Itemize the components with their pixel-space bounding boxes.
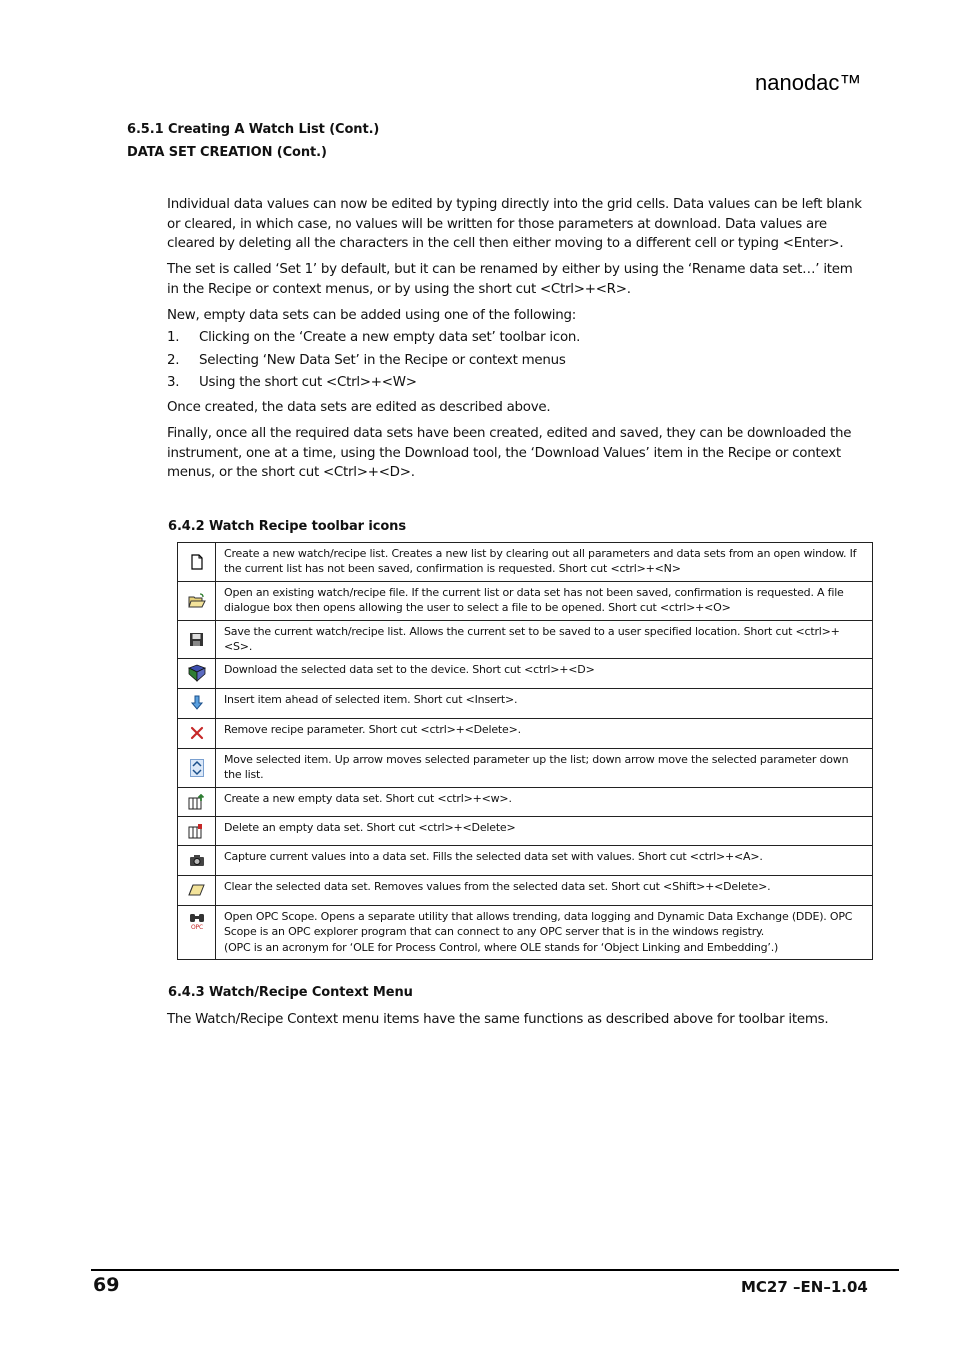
numbered-list <box>167 328 867 392</box>
icon-cell <box>178 787 216 816</box>
toolbar-section-heading: 6.4.2 Watch Recipe toolbar icons <box>168 519 406 534</box>
table-row <box>178 582 873 621</box>
paragraph: Individual data values can now be edited by typing directly into the grid cells. Data values can be left blank or cleared, in which case, no values will be written for those parameters at download. Data values are cleared by deleting all the characters in the cell then either moving to a different cell or typing <Enter>. <box>167 197 862 251</box>
table-row <box>178 658 873 688</box>
paragraph: Finally, once all the required data sets have been created, edited and saved, they can be downloaded the instrument, one at a time, using the Download tool, the ‘Download Values’ item in the Recipe or context menus, or the short cut <Ctrl>+<D>. <box>167 426 852 480</box>
list-item <box>167 351 867 370</box>
description-cell: Create a new watch/recipe list. Creates a new list by clearing out all parameters and data sets from an open window. If the current list has not been saved, confirmation is requested. Short cut <ctrl>+<N> <box>216 543 873 582</box>
icon-cell <box>178 543 216 582</box>
description-cell: Clear the selected data set. Removes values from the selected data set. Short cut <Shift>+<Delete>. <box>216 875 873 905</box>
opc-label: OPC <box>190 923 203 931</box>
list-text: Using the short cut <Ctrl>+<W> <box>199 375 417 390</box>
context-section-heading: 6.4.3 Watch/Recipe Context Menu <box>168 985 413 1000</box>
move-up-down-icon <box>190 759 204 777</box>
section-subheading: DATA SET CREATION (Cont.) <box>127 145 327 160</box>
description-cell: Move selected item. Up arrow moves selected parameter up the list; down arrow move the selected parameter down the list. <box>216 748 873 787</box>
paragraph: The Watch/Recipe Context menu items have the same functions as described above for toolbar items. <box>167 1012 829 1027</box>
description-text: Open OPC Scope. Opens a separate utility that allows trending, data logging and Dynamic Data Exchange (DDE). OPC Scope is an OPC explorer program that can connect to any OPC server that is in the windows registry. <box>224 909 853 939</box>
description-cell: Capture current values into a data set. Fills the selected data set with values. Short cut <ctrl>+<A>. <box>216 845 873 875</box>
description-cell: Save the current watch/recipe list. Allows the current set to be saved to a user specified location. Short cut <ctrl>+<S>. <box>216 621 873 659</box>
table-row <box>178 905 873 959</box>
description-cell: Open an existing watch/recipe file. If the current list or data set has not been saved, confirmation is requested. A file dialogue box then opens allowing the user to select a file to be opened. Short cut <ctrl>+<O> <box>216 582 873 621</box>
save-floppy-icon <box>189 632 204 647</box>
icon-cell <box>178 688 216 718</box>
brand-title: nanodac™ <box>755 70 862 95</box>
description-cell: Insert item ahead of selected item. Short cut <Insert>. <box>216 688 873 718</box>
table-row <box>178 748 873 787</box>
table-row <box>178 543 873 582</box>
remove-cross-icon <box>190 726 204 740</box>
list-number: 2. <box>167 352 180 368</box>
insert-arrow-icon <box>190 695 204 711</box>
eraser-icon <box>188 884 205 896</box>
description-cell: Download the selected data set to the device. Short cut <ctrl>+<D> <box>216 658 873 688</box>
description-cell: Delete an empty data set. Short cut <ctrl>+<Delete> <box>216 816 873 845</box>
footer-rule <box>91 1269 899 1271</box>
icon-cell <box>178 905 216 959</box>
delete-data-set-icon <box>188 823 205 839</box>
icon-cell <box>178 718 216 748</box>
document-reference: MC27 –EN–1.04 <box>741 1278 868 1296</box>
context-section-text <box>167 1010 867 1036</box>
icon-cell <box>178 658 216 688</box>
list-text: Selecting ‘New Data Set’ in the Recipe or context menus <box>199 352 566 368</box>
description-note: (OPC is an acronym for ‘OLE for Process Control, where OLE stands for ‘Object Linking and Embedding’.) <box>224 940 779 954</box>
description-cell <box>216 905 873 959</box>
list-item <box>167 373 867 392</box>
body-text <box>167 195 867 489</box>
icon-cell <box>178 816 216 845</box>
page-number: 69 <box>93 1274 120 1296</box>
table-row <box>178 621 873 659</box>
icon-cell <box>178 875 216 905</box>
new-data-set-icon <box>188 794 205 810</box>
icon-cell <box>178 845 216 875</box>
table-row <box>178 845 873 875</box>
list-number: 1. <box>167 330 180 345</box>
paragraph: The set is called ‘Set 1’ by default, but it can be renamed by either by using the ‘Rename data set…’ item in the Recipe or context menus, or by using the short cut <Ctrl>+<R>. <box>167 262 853 297</box>
icon-cell <box>178 582 216 621</box>
list-text: Clicking on the ‘Create a new empty data set’ toolbar icon. <box>199 330 581 345</box>
download-icon <box>188 664 206 682</box>
list-item <box>167 328 867 347</box>
icon-cell <box>178 621 216 659</box>
table-row <box>178 816 873 845</box>
camera-capture-icon <box>189 854 205 867</box>
table-row <box>178 718 873 748</box>
list-number: 3. <box>167 375 180 390</box>
description-cell: Create a new empty data set. Short cut <ctrl>+<w>. <box>216 787 873 816</box>
new-document-icon <box>190 554 204 570</box>
open-folder-icon <box>188 593 206 609</box>
paragraph: Once created, the data sets are edited as described above. <box>167 400 551 415</box>
opc-scope-binoculars-icon <box>188 913 206 931</box>
paragraph: New, empty data sets can be added using one of the following: <box>167 307 577 323</box>
toolbar-icons-table <box>177 542 873 960</box>
description-cell: Remove recipe parameter. Short cut <ctrl>+<Delete>. <box>216 718 873 748</box>
table-row <box>178 787 873 816</box>
icon-cell <box>178 748 216 787</box>
table-row <box>178 875 873 905</box>
table-row <box>178 688 873 718</box>
section-heading: 6.5.1 Creating A Watch List (Cont.) <box>127 122 380 137</box>
